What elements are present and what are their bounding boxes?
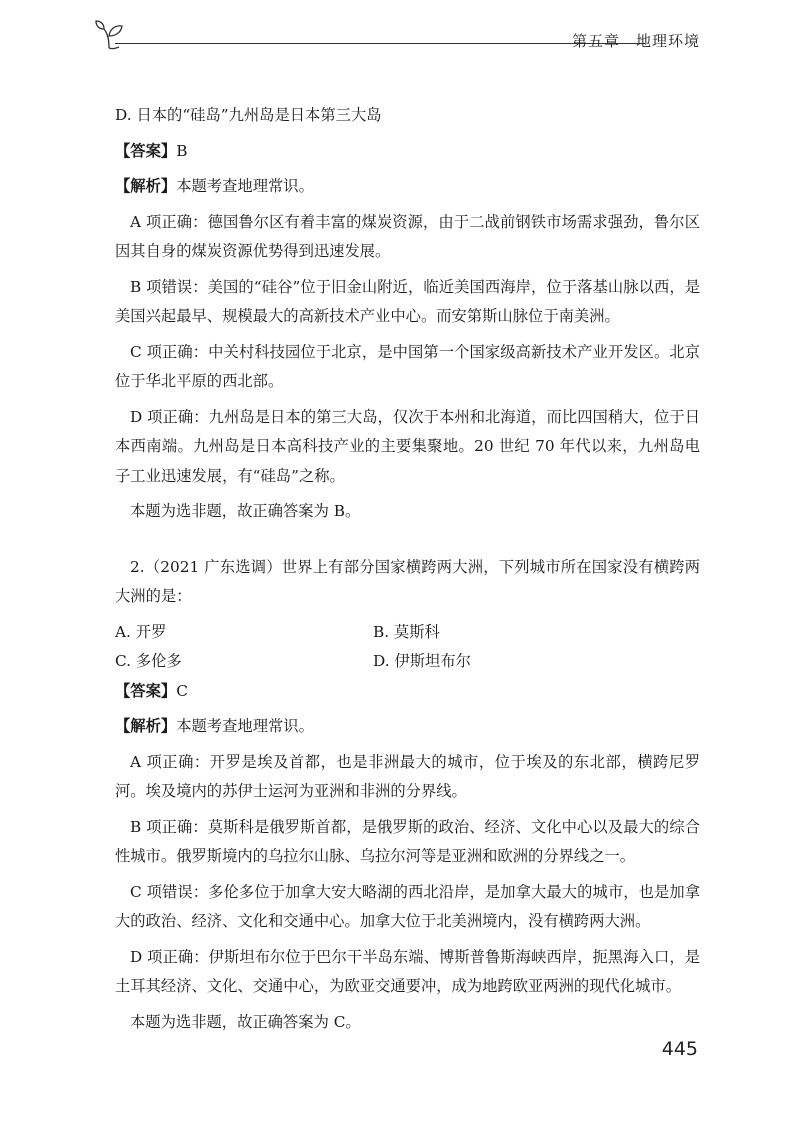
q1-explanation-c: C 项正确：中关村科技园位于北京，是中国第一个国家级高新技术产业开发区。北京位于华北平原的西北部。 [115,342,700,390]
q2-options-row-1 [115,618,700,648]
q2-option-b: B. 莫斯科 [373,622,440,641]
q2-conclusion: 本题为选非题，故正确答案为 C。 [130,1012,361,1031]
leaf-sprout-icon [95,18,125,52]
q1-answer [115,137,700,167]
chapter-title: 第五章 地理环境 [571,32,700,50]
q2-answer [115,677,700,707]
q1-option-d: D. 日本的“硅岛”九州岛是日本第三大岛 [115,106,382,124]
q2-explanation-d: D 项正确：伊斯坦布尔位于巴尔干半岛东端、博斯普鲁斯海峡西岸，扼黑海入口，是土耳其经济、文化、交通中心，为欧亚交通要冲，成为地跨欧亚两洲的现代化城市。 [115,947,700,995]
q2-analysis-label: 【解析】 [115,717,177,735]
q2-analysis-intro: 本题考查地理常识。 [176,717,314,735]
q1-analysis-intro: 本题考查地理常识。 [176,177,314,195]
running-header [95,16,700,56]
q2-option-d: D. 伊斯坦布尔 [373,652,471,670]
q1-conclusion: 本题为选非题，故正确答案为 B。 [130,502,361,520]
q2-explanation-b: B 项正确：莫斯科是俄罗斯首都，是俄罗斯的政治、经济、文化中心以及最大的综合性城市。俄罗斯境内的乌拉尔山脉、乌拉尔河等是亚洲和欧洲的分界线之一。 [115,817,700,865]
q1-analysis-label: 【解析】 [115,177,177,195]
q2-options-row-2 [115,647,700,677]
q2-option-c: C. 多伦多 [115,652,182,670]
q1-answer-value: B [176,141,188,160]
page-content [115,101,700,1037]
q1-explanation-a: A 项正确：德国鲁尔区有着丰富的煤炭资源，由于二战前钢铁市场需求强劲，鲁尔区因其自身的煤炭资源优势得到迅速发展。 [115,212,700,260]
q1-explanation-d: D 项正确：九州岛是日本的第三大岛，仅次于本州和北海道，而比四国稍大，位于日本西南端。九州岛是日本高科技产业的主要集聚地。20 世纪 70 年代以来，九州岛电子工业迅速发展，有“硅岛”之称。 [115,407,700,485]
q2-stem: 2.（2021 广东选调）世界上有部分国家横跨两大洲，下列城市所在国家没有横跨两大洲的是： [115,557,700,605]
q1-analysis [115,172,700,202]
question-gap [115,527,700,553]
q2-explanation-a: A 项正确：开罗是埃及首都，也是非洲最大的城市，位于埃及的东北部，横跨尼罗河。埃及境内的苏伊士运河为亚洲和非洲的分界线。 [115,752,700,800]
q2-answer-value: C [176,681,188,700]
page-number: 445 [661,1038,698,1060]
q2-explanation-c: C 项错误：多伦多位于加拿大安大略湖的西北沿岸，是加拿大最大的城市，也是加拿大的政治、经济、文化和交通中心。加拿大位于北美洲境内，没有横跨两大洲。 [115,882,700,930]
header-rule [115,43,645,44]
q2-answer-label: 【答案】 [115,681,177,700]
q1-answer-label: 【答案】 [115,141,177,160]
q2-analysis [115,712,700,742]
q2-option-a: A. 开罗 [115,622,167,641]
q1-explanation-b: B 项错误：美国的“硅谷”位于旧金山附近，临近美国西海岸，位于落基山脉以西，是美国兴起最早、规模最大的高新技术产业中心。而安第斯山脉位于南美洲。 [115,277,700,325]
